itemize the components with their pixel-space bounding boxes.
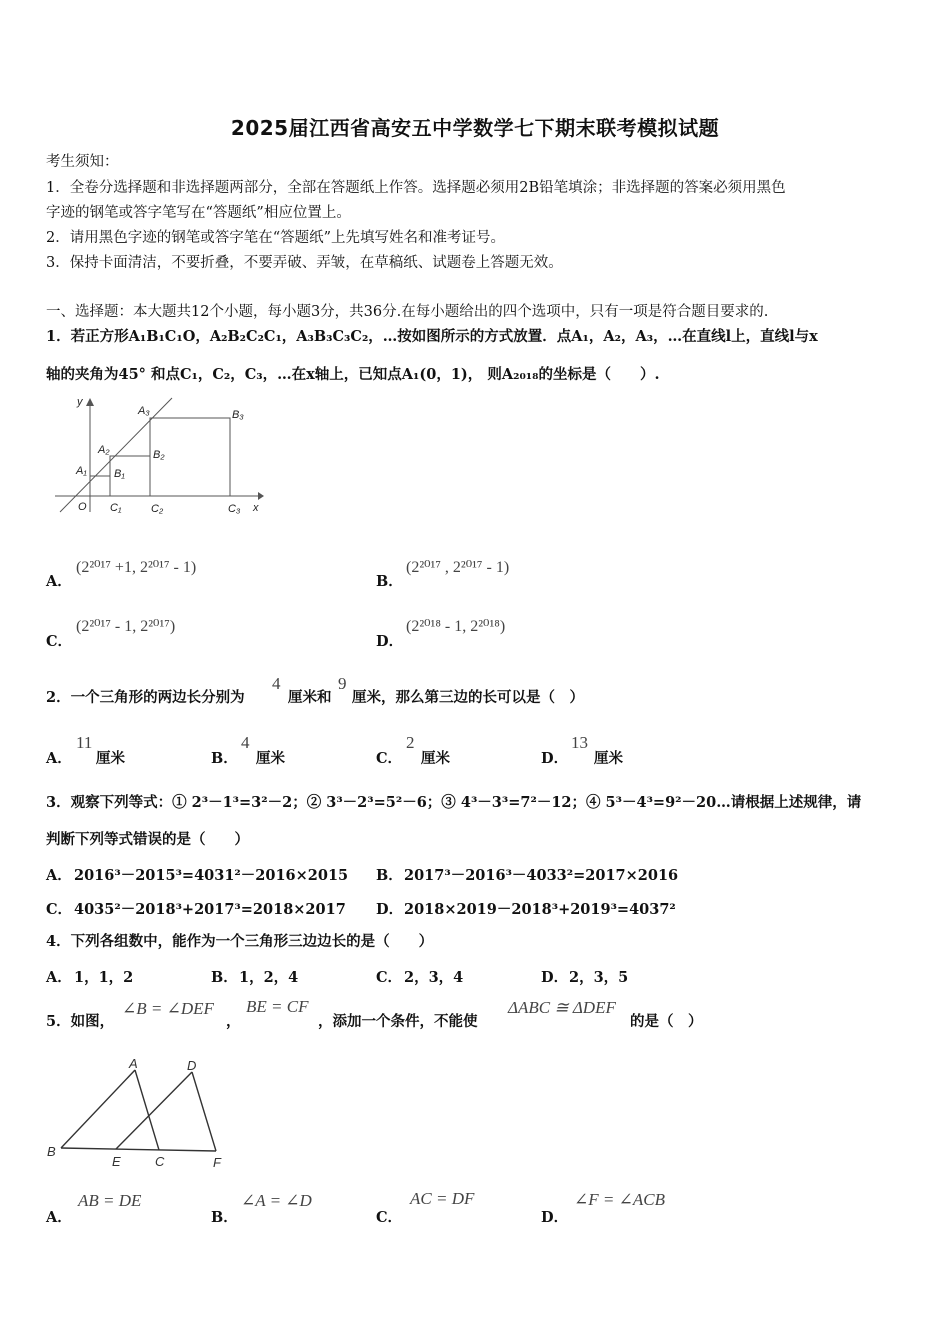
q5-option-B[interactable]: ∠A = ∠D bbox=[241, 1191, 312, 1210]
q2-stem-prefix: 2．一个三角形的两边长分别为 bbox=[46, 689, 245, 706]
q4-stem: 4．下列各组数中，能作为一个三角形三边边长的是（ ） bbox=[46, 933, 434, 950]
q1-figure bbox=[50, 392, 270, 522]
fig-label-C2: C₂ bbox=[151, 503, 164, 515]
q1-option-D-label[interactable]: D． bbox=[376, 633, 404, 650]
q5-stem-prefix: 5．如图， bbox=[46, 1013, 115, 1030]
q5-condition-1: ∠B = ∠DEF bbox=[122, 999, 214, 1018]
q2-number-2: 9 bbox=[338, 674, 347, 693]
fig5-label-A: A bbox=[129, 1056, 138, 1071]
q3-option-C-label[interactable]: C． bbox=[46, 901, 73, 918]
q1-option-C-label[interactable]: C． bbox=[46, 633, 73, 650]
fig-label-B2: B₂ bbox=[153, 449, 165, 461]
q4-option-B-label[interactable]: B． bbox=[211, 969, 238, 986]
notice-item-2: 2．请用黑色字迹的钢笔或答字笔在“答题纸”上先填写姓名和准考证号。 bbox=[46, 230, 506, 246]
fig-label-A3: A₃ bbox=[138, 405, 150, 417]
q5-option-C[interactable]: AC = DF bbox=[410, 1189, 475, 1208]
q3-option-B-label[interactable]: B． bbox=[376, 867, 403, 884]
side-DF bbox=[192, 1072, 216, 1151]
notice-item-1b: 字迹的钢笔或答字笔写在“答题纸”相应位置上。 bbox=[46, 205, 351, 221]
q2-option-B-unit: 厘米 bbox=[256, 750, 285, 767]
q1-stem-line2: 轴的夹角为45° 和点C₁，C₂，C₃，…在x轴上，已知点A₁(0，1)， 则A₂₀₁₈的坐标是（ ）. bbox=[46, 366, 660, 383]
q2-option-A-label[interactable]: A． bbox=[46, 750, 72, 767]
q3-option-C[interactable]: 4035²－2018³+2017³=2018×2017 bbox=[74, 901, 346, 918]
q1-option-A[interactable]: (2²⁰¹⁷ +1, 2²⁰¹⁷ - 1) bbox=[76, 559, 197, 576]
q1-stem-line1: 1．若正方形A₁B₁C₁O，A₂B₂C₂C₁，A₃B₃C₃C₂，…按如图所示的方式放置．点A₁，A₂，A₃，…在直线l上，直线l与x bbox=[46, 328, 818, 345]
q2-option-C[interactable]: 2 bbox=[406, 733, 415, 752]
fig5-label-C: C bbox=[155, 1154, 165, 1169]
q5-option-B-label[interactable]: B． bbox=[211, 1209, 238, 1226]
q2-option-D-label[interactable]: D． bbox=[541, 750, 569, 767]
section-heading: 一、选择题：本大题共12个小题，每小题3分，共36分.在每小题给出的四个选项中，只有一项是符合题目要求的. bbox=[46, 304, 769, 320]
q4-option-A-label[interactable]: A． bbox=[46, 969, 72, 986]
notice-heading: 考生须知： bbox=[46, 154, 119, 170]
q2-number-1: 4 bbox=[272, 674, 281, 693]
q1-option-B-label[interactable]: B． bbox=[376, 573, 403, 590]
fig-label-A1: A₁ bbox=[76, 465, 87, 477]
q2-option-A-unit: 厘米 bbox=[96, 750, 125, 767]
fig-label-C3: C₃ bbox=[228, 503, 241, 515]
base-line bbox=[61, 1148, 216, 1151]
q2-option-C-unit: 厘米 bbox=[421, 750, 450, 767]
q2-option-C-label[interactable]: C． bbox=[376, 750, 403, 767]
q3-stem-line1: 3．观察下列等式：① 2³－1³=3²－2；② 3³－2³=5²－6；③ 4³－3³=7²－12；④ 5³－4³=9²－20…请根据上述规律，请 bbox=[46, 794, 862, 811]
q3-option-A[interactable]: 2016³－2015³=4031²－2016×2015 bbox=[74, 867, 349, 884]
q3-option-D[interactable]: 2018×2019－2018³+2019³=4037² bbox=[404, 901, 676, 918]
fig-label-x: x bbox=[253, 502, 259, 514]
fig-label-B1: B₁ bbox=[114, 468, 125, 480]
q2-option-D[interactable]: 13 bbox=[571, 733, 588, 752]
q3-option-A-label[interactable]: A． bbox=[46, 867, 72, 884]
q5-option-C-label[interactable]: C． bbox=[376, 1209, 403, 1226]
q4-option-D-label[interactable]: D． bbox=[541, 969, 569, 986]
q3-option-D-label[interactable]: D． bbox=[376, 901, 404, 918]
q4-option-B[interactable]: 1，2，4 bbox=[239, 969, 299, 986]
page-title: 2025届江西省高安五中学数学七下期末联考模拟试题 bbox=[230, 116, 720, 140]
q4-option-D[interactable]: 2，3，5 bbox=[569, 969, 629, 986]
fig5-label-E: E bbox=[112, 1154, 121, 1169]
fig-label-O: O bbox=[78, 501, 87, 513]
side-BA bbox=[61, 1070, 135, 1148]
q1-option-A-label[interactable]: A． bbox=[46, 573, 72, 590]
q2-option-A[interactable]: 11 bbox=[76, 733, 93, 752]
q3-stem-line2: 判断下列等式错误的是（ ） bbox=[46, 831, 249, 848]
q3-option-B[interactable]: 2017³－2016³－4033²=2017×2016 bbox=[404, 867, 679, 884]
y-arrow-icon bbox=[86, 398, 94, 406]
q2-option-D-unit: 厘米 bbox=[594, 750, 623, 767]
q1-option-B[interactable]: (2²⁰¹⁷ , 2²⁰¹⁷ - 1) bbox=[406, 559, 510, 576]
q2-stem-mid: 厘米和 bbox=[288, 689, 332, 706]
fig5-label-B: B bbox=[47, 1144, 56, 1159]
q5-figure bbox=[44, 1056, 244, 1174]
q5-stem-suffix: 的是（ ） bbox=[630, 1013, 703, 1030]
q2-option-B[interactable]: 4 bbox=[241, 733, 250, 752]
q5-option-A-label[interactable]: A． bbox=[46, 1209, 72, 1226]
q5-stem-comma: ， bbox=[226, 1013, 241, 1030]
notice-item-1a: 1．全卷分选择题和非选择题两部分，全部在答题纸上作答。选择题必须用2B铅笔填涂；非选择题的答案必须用黑色 bbox=[46, 180, 786, 196]
q5-option-D[interactable]: ∠F = ∠ACB bbox=[574, 1190, 665, 1209]
q5-option-D-label[interactable]: D． bbox=[541, 1209, 569, 1226]
q5-stem-mid: ，添加一个条件，不能使 bbox=[318, 1013, 478, 1030]
q5-condition-2: BE = CF bbox=[246, 997, 309, 1016]
fig-label-A2: A₂ bbox=[98, 444, 110, 456]
x-arrow-icon bbox=[258, 492, 264, 500]
q2-stem-suffix: 厘米，那么第三边的长可以是（ ） bbox=[352, 689, 584, 706]
q4-option-C[interactable]: 2，3，4 bbox=[404, 969, 464, 986]
fig-label-C1: C₁ bbox=[110, 502, 122, 514]
q1-option-D[interactable]: (2²⁰¹⁸ - 1, 2²⁰¹⁸) bbox=[406, 618, 506, 635]
q5-option-A[interactable]: AB = DE bbox=[78, 1191, 142, 1210]
q2-option-B-label[interactable]: B． bbox=[211, 750, 238, 767]
side-ED bbox=[116, 1072, 192, 1149]
fig-label-B3: B₃ bbox=[232, 409, 244, 421]
q1-option-C[interactable]: (2²⁰¹⁷ - 1, 2²⁰¹⁷) bbox=[76, 618, 176, 635]
q4-option-A[interactable]: 1，1，2 bbox=[74, 969, 134, 986]
fig5-label-F: F bbox=[213, 1155, 221, 1170]
fig-label-y: y bbox=[77, 396, 83, 408]
notice-item-3: 3．保持卡面清洁，不要折叠，不要弄破、弄皱，在草稿纸、试题卷上答题无效。 bbox=[46, 255, 563, 271]
q5-condition-3: ΔABC ≅ ΔDEF bbox=[508, 998, 616, 1017]
q4-option-C-label[interactable]: C． bbox=[376, 969, 403, 986]
fig5-label-D: D bbox=[187, 1058, 197, 1073]
